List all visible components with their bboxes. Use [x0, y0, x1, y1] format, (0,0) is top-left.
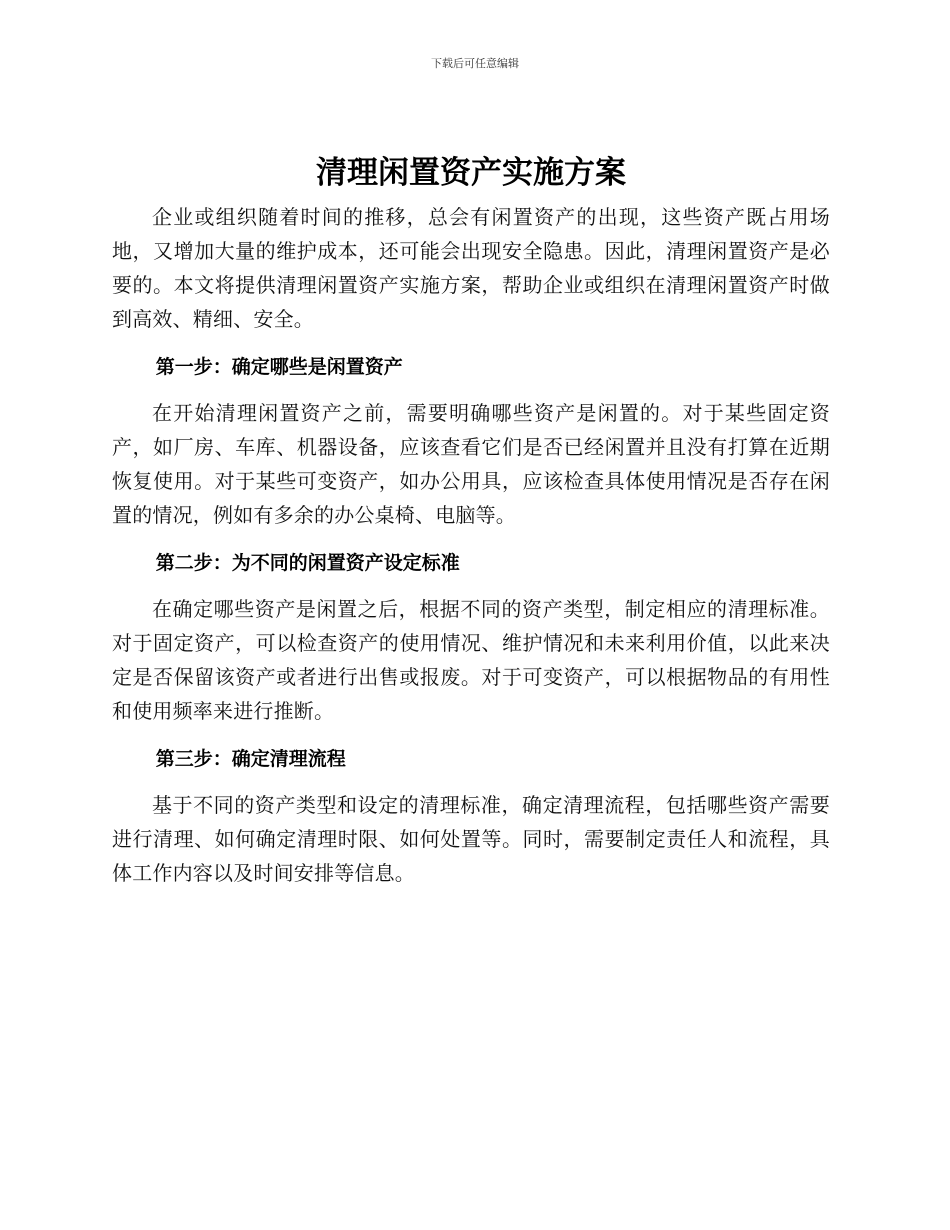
intro-paragraph: 企业或组织随着时间的推移，总会有闲置资产的出现，这些资产既占用场地，又增加大量的维护成本，还可能会出现安全隐患。因此，清理闲置资产是必要的。本文将提供清理闲置资产实施方案，帮助企业或组织在清理闲置资产时做到高效、精细、安全。 [112, 205, 830, 331]
step-1-heading: 第一步：确定哪些是闲置资产 [155, 356, 403, 378]
document-body [112, 148, 830, 890]
step-3-paragraph: 基于不同的资产类型和设定的清理标准，确定清理流程，包括哪些资产需要进行清理、如何确定清理时限、如何处置等。同时，需要制定责任人和流程，具体工作内容以及时间安排等信息。 [112, 793, 830, 885]
step-3-heading: 第三步：确定清理流程 [155, 748, 346, 770]
step-2-paragraph: 在确定哪些资产是闲置之后，根据不同的资产类型，制定相应的清理标准。对于固定资产，可以检查资产的使用情况、维护情况和未来利用价值，以此来决定是否保留该资产或者进行出售或报废。对于可变资产，可以根据物品的有用性和使用频率来进行推断。 [112, 597, 830, 723]
header-note: 下载后可任意编辑 [431, 57, 519, 70]
step-2-heading: 第二步：为不同的闲置资产设定标准 [155, 552, 460, 574]
step-1-paragraph: 在开始清理闲置资产之前，需要明确哪些资产是闲置的。对于某些固定资产，如厂房、车库、机器设备，应该查看它们是否已经闲置并且没有打算在近期恢复使用。对于某些可变资产，如办公用具，应该检查具体使用情况是否存在闲置的情况，例如有多余的办公桌椅、电脑等。 [112, 401, 830, 527]
document-title: 清理闲置资产实施方案 [316, 155, 626, 191]
